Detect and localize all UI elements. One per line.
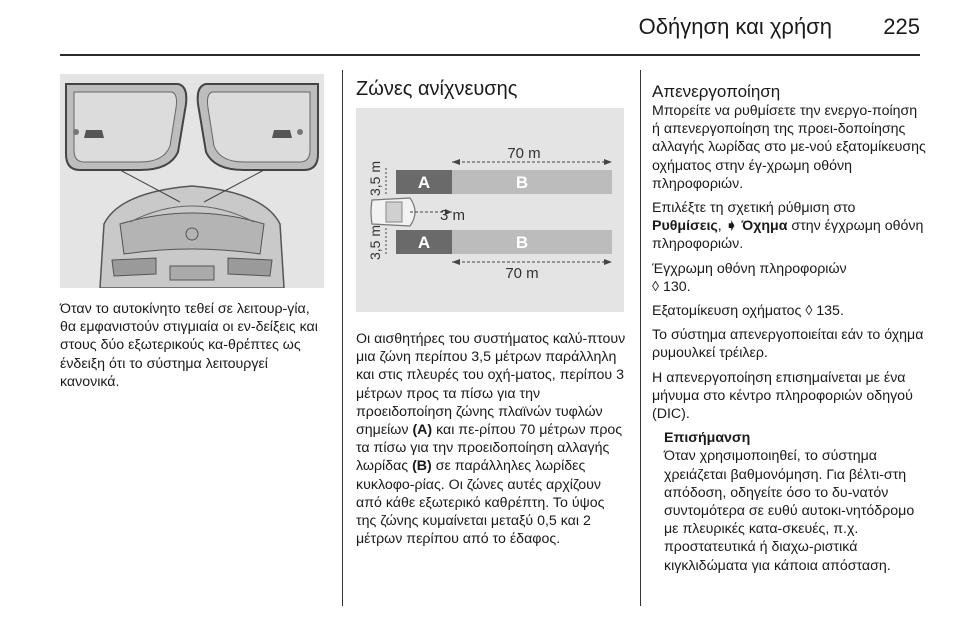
- detection-zones-diagram: [356, 108, 624, 312]
- right-column-text: [652, 82, 926, 575]
- note-box: [652, 429, 926, 575]
- car-top-view: [371, 198, 415, 226]
- note-title: Επισήμανση: [664, 430, 751, 447]
- menu-vehicle: Όχημα: [741, 218, 788, 235]
- paragraph-vehicle-personalization: Εξατομίκευση οχήματος ◊ 135.: [652, 303, 844, 320]
- left-paragraph: Όταν το αυτοκίνητο τεθεί σε λειτουρ-γία, θα εμφανιστούν στιγμιαία οι εν-δείξεις και στους δύο εξωτερικούς κα-θρέπτες ως ένδειξη ότι το σύστημα λειτουργεί κανονικά.: [60, 301, 318, 390]
- dist-3m: 3 m: [440, 207, 466, 224]
- section-heading-deactivation: Απενεργοποίηση: [652, 82, 781, 101]
- header-title: Οδήγηση και χρήση: [638, 14, 832, 39]
- zone-b-ref: (B): [412, 458, 432, 475]
- middle-column-text: [356, 330, 628, 554]
- mirrors-car-drawing: [60, 74, 324, 288]
- zone-b-top: [452, 170, 612, 194]
- paragraph-part-3: σε παράλληλες λωρίδες κυκλοφο-ρίας. Οι ζώνες αυτές αρχίζουν από κάθε εξωτερικό καθρέπτη. Το ύψος της ζώνης κυμαίνεται μεταξύ 0,5 και 2 μέτρων περίπου από το έδαφος.: [356, 458, 605, 548]
- zone-a-bottom-label: A: [417, 233, 431, 252]
- note-text: Όταν χρησιμοποιηθεί, το σύστημα χρειάζεται βαθμονόμηση. Για βέλτι-στη απόδοση, οδηγείτε όσο το δυ-νατόν συντομότερα σε ευθύ αυτοκι-νητόδρομο με πλευρικές κατα-σκευές, π.χ. προστατευτικά ή διαχω-ριστικά κιγκλιδώματα για κάποια απόσταση.: [664, 448, 915, 574]
- car-mirrors-illustration: [60, 74, 324, 288]
- zone-b-bottom-label: B: [515, 233, 529, 252]
- paragraph-part-2: και πε-ρίπου 70 μέτρων προς τα πίσω για την προειδοποίηση αλλαγής λωρίδας: [356, 422, 623, 475]
- header-rule: [60, 54, 920, 56]
- zone-b-bottom: [452, 230, 612, 254]
- page-number: 225: [883, 14, 920, 39]
- paragraph-color-display-ref: [652, 260, 926, 296]
- zone-a-top-label: A: [417, 173, 431, 192]
- dist-70m-top: 70 m: [507, 145, 541, 162]
- paragraph-select-setting: [652, 199, 926, 254]
- paragraph-trailer: Το σύστημα απενεργοποιείται εάν το όχημα ρυμουλκεί τρέιλερ.: [652, 327, 924, 362]
- arrow-icon: ➧: [725, 218, 738, 235]
- color-display-text: Έγχρωμη οθόνη πληροφοριών: [652, 260, 847, 277]
- dist-3-5m-bottom: 3,5 m: [367, 224, 383, 260]
- zone-a-ref: (A): [412, 422, 433, 439]
- dist-70m-bottom: 70 m: [505, 265, 539, 282]
- select-setting-text-end: στην έγχρωμη οθόνη πληροφοριών.: [652, 218, 924, 253]
- page-ref-130: ◊ 130.: [652, 278, 691, 295]
- menu-settings: Ρυθμίσεις: [652, 218, 718, 235]
- detection-zones-paragraph: [356, 330, 628, 548]
- column-divider-right: [640, 70, 641, 606]
- paragraph-part-1: Οι αισθητήρες του συστήματος καλύ-πτουν μια ζώνη περίπου 3,5 μέτρων παράλληλη και στις πλευρές του οχή-ματος, περίπου 3 μέτρων προς τα πίσω για την προειδοποίηση ζώνης πλαϊνών τυφλών σημείων: [356, 331, 626, 439]
- zones-drawing: [356, 108, 624, 312]
- section-heading-detection-zones: Ζώνες ανίχνευσης: [356, 78, 518, 100]
- dist-3-5m-top: 3,5 m: [367, 160, 383, 196]
- left-column-text: [60, 300, 328, 397]
- separator: ,: [717, 218, 726, 235]
- paragraph-activation-settings: Μπορείτε να ρυθμίσετε την ενεργο-ποίηση ή απενεργοποίηση της προει-δοποίησης αλλαγής λωρίδας στο με-νού εξατομίκευσης οχήματος στην έγ-χρωμη οθόνη πληροφοριών.: [652, 103, 926, 192]
- zone-b-top-label: B: [515, 173, 529, 192]
- select-setting-text: Επιλέξτε τη σχετική ρύθμιση στο: [652, 200, 856, 217]
- column-divider-left: [342, 70, 343, 606]
- paragraph-dic-message: Η απενεργοποίηση επισημαίνεται με ένα μήνυμα στο κέντρο πληροφοριών οδηγού (DIC).: [652, 369, 913, 423]
